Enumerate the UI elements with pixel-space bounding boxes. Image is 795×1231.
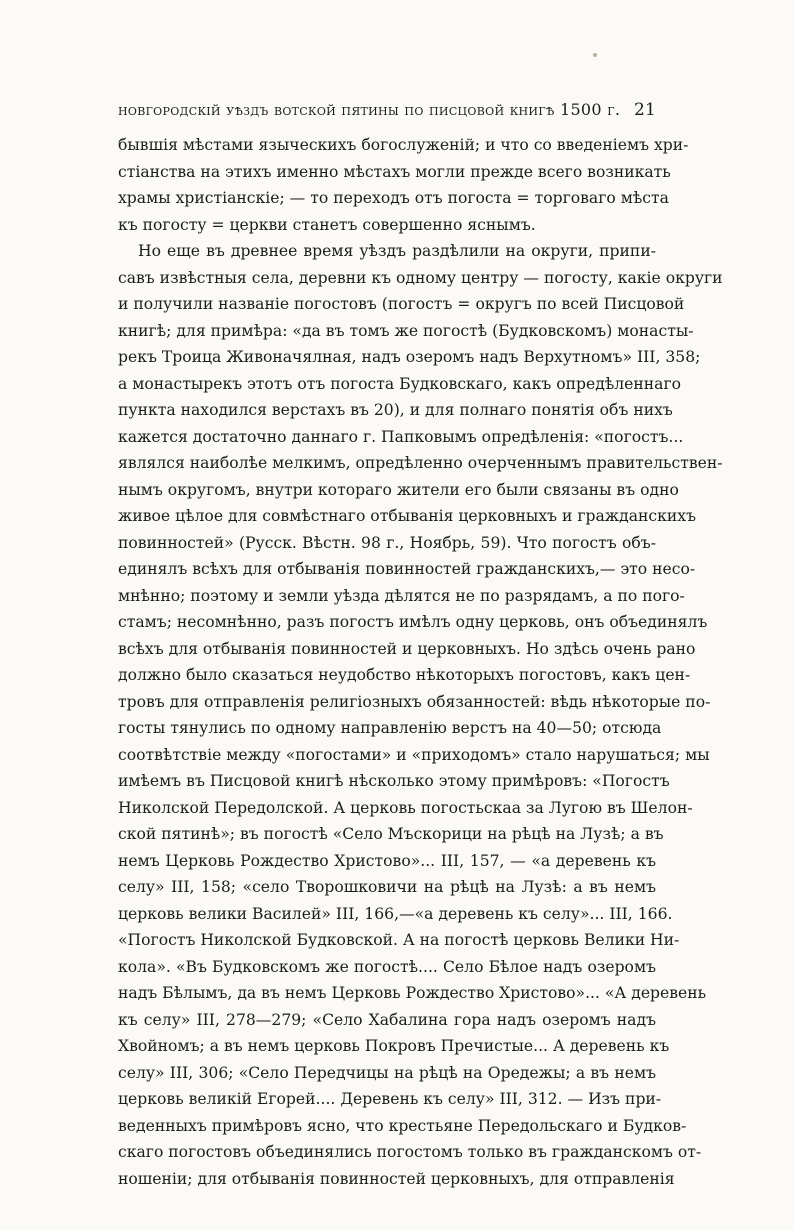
text-line: скаго погостовъ объединялись погостомъ только въ гражданскомъ от- [118,1143,702,1161]
text-line: являлся наиболѣе мелкимъ, опредѣленно очерченнымъ правительствен- [118,454,723,472]
page-number: 21 [633,100,656,120]
text-line: единялъ всѣхъ для отбыванія повинностей гражданскихъ,— это несо- [118,560,696,578]
text-line: должно было сказаться неудобство нѣкоторыхъ погостовъ, какъ цен- [118,666,691,684]
text-line: кола». «Въ Будковскомъ же погостѣ.... Село Бѣлое надъ озеромъ [118,957,656,976]
text-line: кажется достаточно даннаго г. Папковымъ опредѣленія: «погостъ... [118,427,684,446]
text-line: «Погостъ Николской Будковской. А на погостѣ церковь Велики Ни- [118,931,680,949]
text-line: живое цѣлое для совмѣстнаго отбыванія церковныхъ и гражданскихъ [118,507,697,525]
text-line: веденныхъ примѣровъ ясно, что крестьяне Передольскаго и Будков- [118,1116,687,1135]
page [118,100,723,1192]
text-line: селу» III, 158; «село Творошковичи на рѣцѣ на Лузѣ: а въ немъ [118,878,656,896]
text-line: ношеніи; для отбыванія повинностей церковныхъ, для отправленія [118,1169,675,1188]
text-line: тровъ для отправленія религіозныхъ обязанностей: вѣдь нѣкоторые по- [118,692,711,711]
text-line: книгѣ; для примѣра: «да въ томъ же погостѣ (Будковскомъ) монасты- [118,321,694,340]
text-line: и получили названіе погостовъ (погостъ = округъ по всей Писцовой [118,295,685,313]
text-line: госты тянулись по одному направленію верстъ на 40—50; отсюда [118,719,662,737]
text-line: нымъ округомъ, внутри котораго жители его были связаны въ одно [118,480,679,499]
text-line: къ погосту = церкви станетъ совершенно яснымъ. [118,215,536,234]
text-line: Николской Передолской. А церковь погостьскаа за Лугою въ Шелон- [118,798,693,817]
text-line: храмы христіанскіе; — то переходъ отъ погоста = торговаго мѣста [118,189,669,207]
running-head-title: новгородскій уѣздъ вотской пятины по писцовой книгѣ 1500 г. [118,100,621,119]
text-line: селу» III, 306; «Село Передчицы на рѣцѣ на Оредежы; а въ немъ [118,1063,656,1082]
text-line: всѣхъ для отбыванія повинностей и церковныхъ. Но здѣсь очень рано [118,639,696,658]
text-line: ской пятинѣ»; въ погостѣ «Село Мъскорици на рѣцѣ на Лузѣ; а въ [118,825,664,843]
text-line: имѣемъ въ Писцовой книгѣ нѣсколько этому примѣровъ: «Погостъ [118,772,670,790]
text-line: немъ Церковь Рождество Христово»... III, 157, — «а деревень къ [118,851,656,870]
text-line: а монастырекъ этотъ отъ погоста Будковскаго, какъ опредѣленнаго [118,374,682,393]
paper-speck [593,53,597,57]
text-line: повинностей» (Русск. Вѣстн. 98 г., Ноябрь, 59). Что погостъ объ- [118,533,656,552]
text-line: церковь великій Егорей.... Деревень къ селу» III, 312. — Изъ при- [118,1090,662,1108]
text-line: соотвѣтствіе между «погостами» и «приходомъ» стало нарушаться; мы [118,745,710,764]
paragraph-first-line: Но еще въ древнее время уѣздъ раздѣлили на округи, припи- [138,242,656,260]
text-line: савъ извѣстныя села, деревни къ одному центру — погосту, какіе округи [118,268,723,287]
text-line: пункта находился верстахъ въ 20), и для полнаго понятія объ нихъ [118,401,673,419]
text-line: Хвойномъ; а въ немъ церковь Покровъ Пречистые... А деревень къ [118,1037,670,1055]
text-line: церковь велики Василей» III, 166,—«а деревень къ селу»... III, 166. [118,904,673,923]
running-head [118,100,656,126]
text-line: стамъ; несомнѣнно, разъ погостъ имѣлъ одну церковь, онъ объединялъ [118,613,708,631]
text-line: мнѣнно; поэтому и земли уѣзда дѣлятся не по разрядамъ, а по пого- [118,586,685,605]
text-line: рекъ Троица Живоначялная, надъ озеромъ надъ Верхутномъ» III, 358; [118,348,701,366]
text-line: стіанства на этихъ именно мѣстахъ могли прежде всего возникать [118,162,671,181]
text-line: къ селу» III, 278—279; «Село Хабалина гора надъ озеромъ надъ [118,1010,656,1029]
body-text [118,132,723,1192]
text-line: надъ Бѣлымъ, да въ немъ Церковь Рождество Христово»... «А деревень [118,984,707,1002]
text-line: бывшія мѣстами языческихъ богослуженій; и что со введеніемъ хри- [118,136,689,154]
